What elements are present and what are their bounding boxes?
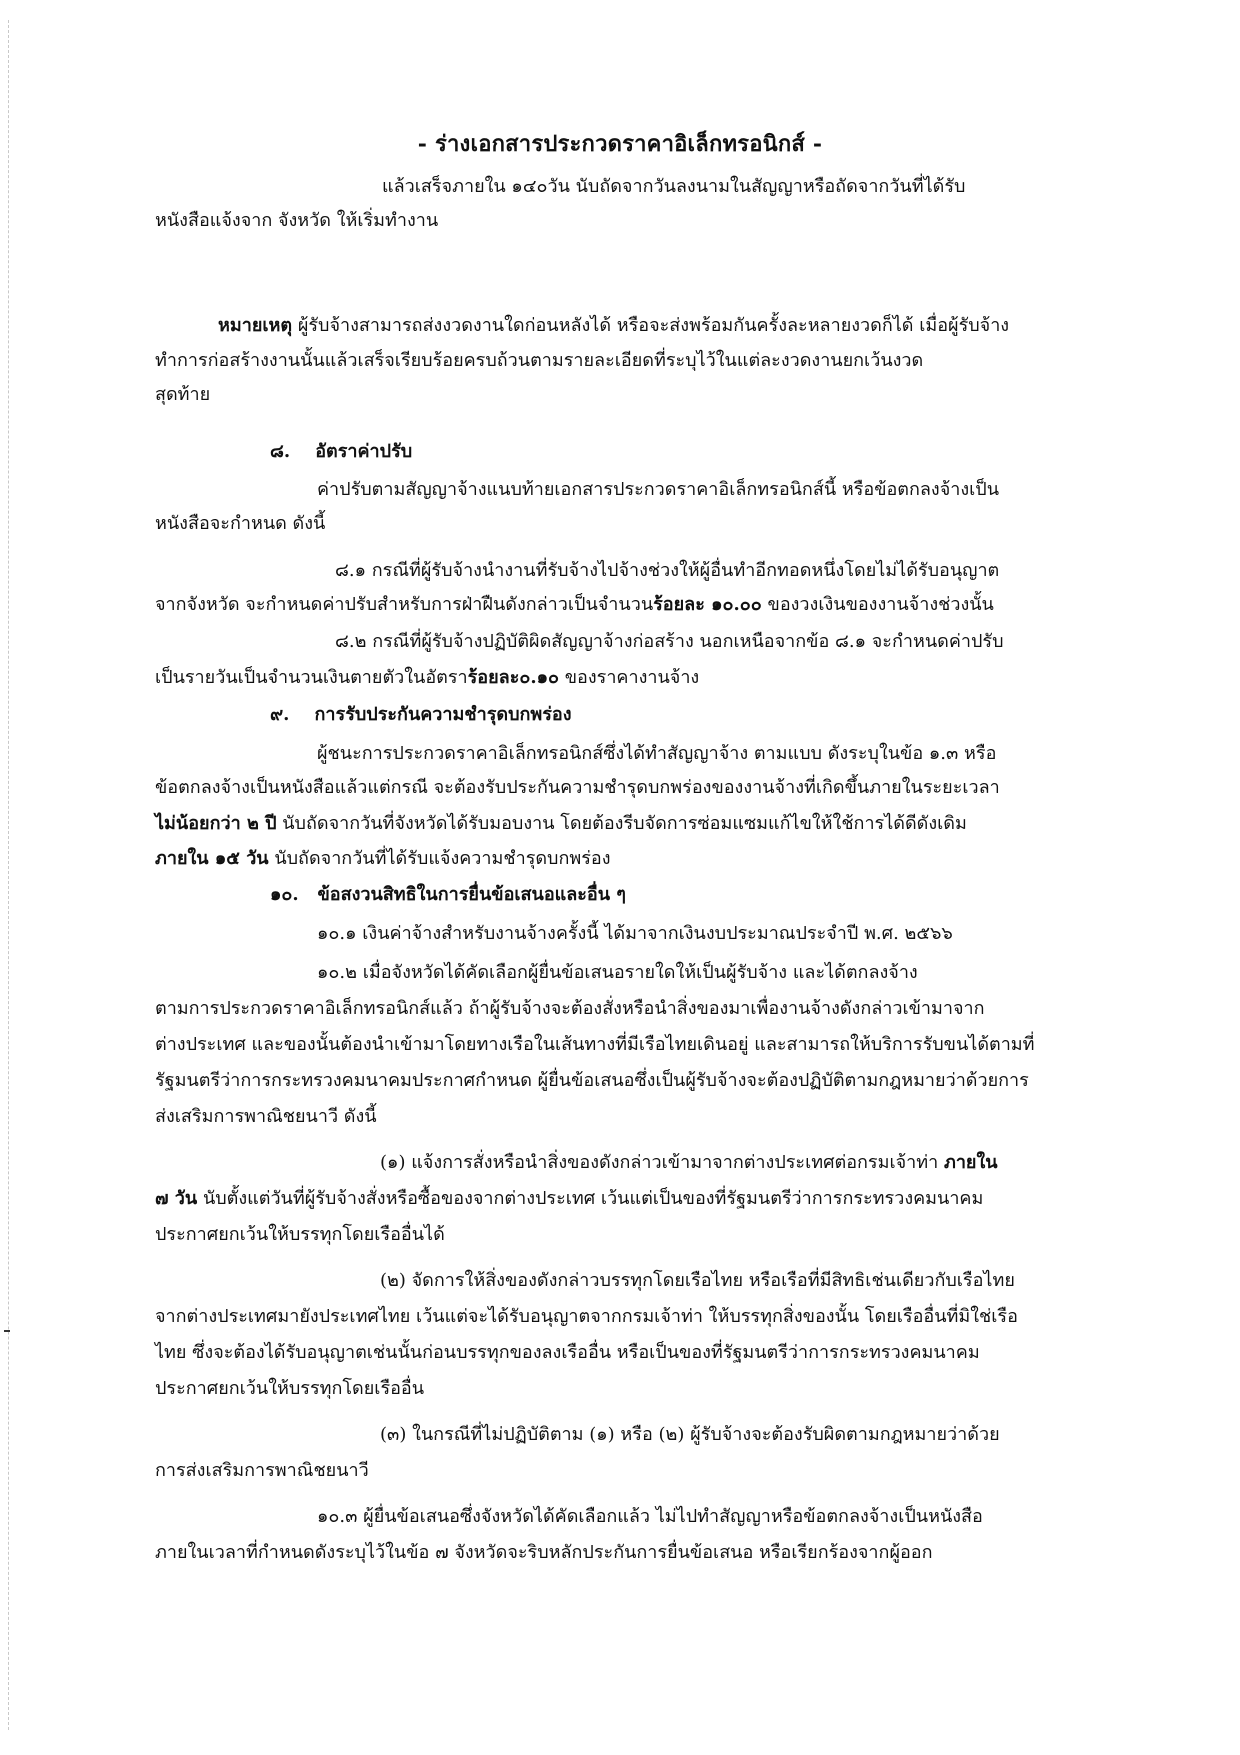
subclause-2-line: (๒) จัดการให้สิ่งของดังกล่าวบรรทุกโดยเรือไทย หรือเรือที่มีสิทธิเช่นเดียวกับเรือไทย [380, 1270, 1015, 1291]
document-title: - ร่างเอกสารประกวดราคาอิเล็กทรอนิกส์ - [417, 131, 823, 157]
clause-10-2-line: ต่างประเทศ และของนั้นต้องนำเข้ามาโดยทางเรือในเส้นทางที่มีเรือไทยเดินอยู่ และสามารถให้บริการรับขนได้ตามที่ [155, 1034, 1035, 1055]
note-line: ทำการก่อสร้างงานนั้นแล้วเสร็จเรียบร้อยครบถ้วนตามรายละเอียดที่ระบุไว้ในแต่ละงวดงานยกเว้นงวด [155, 350, 924, 371]
subclause-2-line: ไทย ซึ่งจะต้องได้รับอนุญาตเช่นนั้นก่อนบรรทุกของลงเรืออื่น หรือเป็นของที่รัฐมนตรีว่าการกระทรวงคมนาคม [155, 1342, 980, 1363]
clause-10-1-line: ๑๐.๑ เงินค่าจ้างสำหรับงานจ้างครั้งนี้ ได้มาจากเงินงบประมาณประจำปี พ.ศ. ๒๕๖๖ [317, 923, 953, 944]
clause-10-2-line: ส่งเสริมการพาณิชยนาวี ดังนี้ [155, 1106, 377, 1127]
scan-edge-mark [4, 1330, 10, 1332]
body-line: หนังสือจะกำหนด ดังนี้ [155, 513, 326, 534]
body-line: ไม่น้อยกว่า ๒ ปี นับถัดจากวันที่จังหวัดได้รับมอบงาน โดยต้องรีบจัดการซ่อมแซมแก้ไขให้ใช้การได้ดีดังเดิม [155, 813, 967, 834]
clause-10-2-line: ๑๐.๒ เมื่อจังหวัดได้คัดเลือกผู้ยื่นข้อเสนอรายใดให้เป็นผู้รับจ้าง และได้ตกลงจ้าง [317, 962, 918, 983]
clause-8-1-line: จากจังหวัด จะกำหนดค่าปรับสำหรับการฝ่าฝืนดังกล่าวเป็นจำนวนร้อยละ ๑๐.๐๐ ของวงเงินของงานจ้างช่วงนั้น [155, 594, 994, 615]
section-9-heading: ๙. การรับประกันความชำรุดบกพร่อง [270, 704, 572, 725]
subclause-3-line: การส่งเสริมการพาณิชยนาวี [155, 1460, 369, 1481]
subclause-1-line: ประกาศยกเว้นให้บรรทุกโดยเรืออื่นได้ [155, 1224, 445, 1245]
subclause-1-line: ๗ วัน นับตั้งแต่วันที่ผู้รับจ้างสั่งหรือซื้อของจากต่างประเทศ เว้นแต่เป็นของที่รัฐมนตรีว่าการกระทรวงคมนาคม [155, 1188, 984, 1209]
clause-8-2-line: เป็นรายวันเป็นจำนวนเงินตายตัวในอัตราร้อยละ๐.๑๐ ของราคางานจ้าง [155, 667, 700, 688]
note-line: สุดท้าย [155, 384, 211, 405]
note-line [218, 314, 1009, 337]
body-line: ค่าปรับตามสัญญาจ้างแนบท้ายเอกสารประกวดราคาอิเล็กทรอนิกส์นี้ หรือข้อตกลงจ้างเป็น [317, 479, 1000, 500]
clause-8-2-line: ๘.๒ กรณีที่ผู้รับจ้างปฏิบัติผิดสัญญาจ้างก่อสร้าง นอกเหนือจากข้อ ๘.๑ จะกำหนดค่าปรับ [335, 631, 1004, 652]
subclause-2-line: จากต่างประเทศมายังประเทศไทย เว้นแต่จะได้รับอนุญาตจากกรมเจ้าท่า ให้บรรทุกสิ่งของนั้น โดยเรืออื่นที่มิใช่เรือ [155, 1306, 1018, 1327]
clause-8-1-line: ๘.๑ กรณีที่ผู้รับจ้างนำงานที่รับจ้างไปจ้างช่วงให้ผู้อื่นทำอีกทอดหนึ่งโดยไม่ได้รับอนุญาต [335, 560, 1000, 581]
scan-edge-line [8, 20, 9, 1730]
clause-10-3-line: ภายในเวลาที่กำหนดดังระบุไว้ในข้อ ๗ จังหวัดจะริบหลักประกันการยื่นข้อเสนอ หรือเรียกร้องจากผู้ออก [155, 1542, 933, 1563]
section-10-heading: ๑๐. ข้อสงวนสิทธิในการยื่นข้อเสนอและอื่น ๆ [270, 884, 626, 905]
section-8-heading: ๘. อัตราค่าปรับ [270, 441, 413, 462]
note-text: ผู้รับจ้างสามารถส่งงวดงานใดก่อนหลังได้ หรือจะส่งพร้อมกันครั้งละหลายงวดก็ได้ เมื่อผู้รับจ้าง [297, 315, 1010, 336]
clause-10-2-line: ตามการประกวดราคาอิเล็กทรอนิกส์แล้ว ถ้าผู้รับจ้างจะต้องสั่งหรือนำสิ่งของมาเพื่องานจ้างดังกล่าวเข้ามาจาก [155, 998, 985, 1019]
body-line: หนังสือแจ้งจาก จังหวัด ให้เริ่มทำงาน [155, 210, 439, 231]
clause-10-3-line: ๑๐.๓ ผู้ยื่นข้อเสนอซึ่งจังหวัดได้คัดเลือกแล้ว ไม่ไปทำสัญญาหรือข้อตกลงจ้างเป็นหนังสือ [317, 1506, 983, 1527]
body-line: ผู้ชนะการประกวดราคาอิเล็กทรอนิกส์ซึ่งได้ทำสัญญาจ้าง ตามแบบ ดังระบุในข้อ ๑.๓ หรือ [317, 743, 997, 764]
subclause-1-line: (๑) แจ้งการสั่งหรือนำสิ่งของดังกล่าวเข้ามาจากต่างประเทศต่อกรมเจ้าท่า ภายใน [380, 1152, 998, 1173]
subclause-2-line: ประกาศยกเว้นให้บรรทุกโดยเรืออื่น [155, 1378, 425, 1399]
clause-10-2-line: รัฐมนตรีว่าการกระทรวงคมนาคมประกาศกำหนด ผู้ยื่นข้อเสนอซึ่งเป็นผู้รับจ้างจะต้องปฏิบัติตามกฎหมายว่าด้วยการ [155, 1070, 1029, 1091]
body-line: แล้วเสร็จภายใน ๑๔๐วัน นับถัดจากวันลงนามในสัญญาหรือถัดจากวันที่ได้รับ [382, 176, 966, 197]
subclause-3-line: (๓) ในกรณีที่ไม่ปฏิบัติตาม (๑) หรือ (๒) ผู้รับจ้างจะต้องรับผิดตามกฎหมายว่าด้วย [380, 1424, 1000, 1445]
note-label: หมายเหตุ [218, 315, 293, 336]
body-line: ข้อตกลงจ้างเป็นหนังสือแล้วแต่กรณี จะต้องรับประกันความชำรุดบกพร่องของงานจ้างที่เกิดขึ้นภายในระยะเวลา [155, 777, 1000, 798]
body-line: ภายใน ๑๕ วัน นับถัดจากวันที่ได้รับแจ้งความชำรุดบกพร่อง [155, 848, 611, 869]
